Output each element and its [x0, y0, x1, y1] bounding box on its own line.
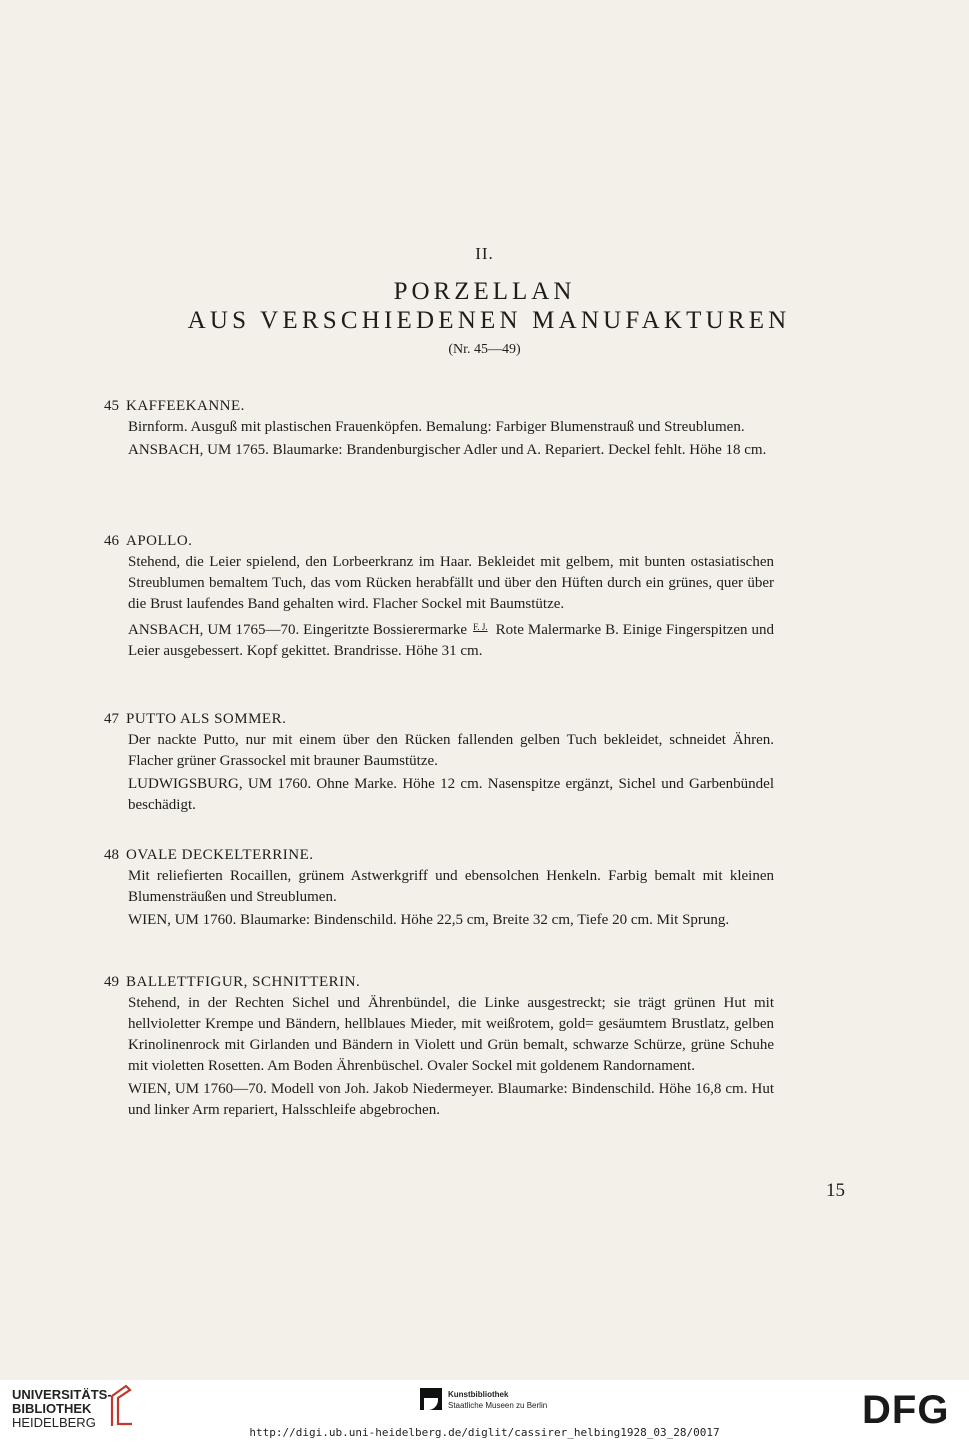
catalog-entry-49 — [104, 972, 774, 1123]
entry-provenance: LUDWIGSBURG, UM 1760. Ohne Marke. Höhe 12 cm. Nasenspitze ergänzt, Sichel und Garbenbündel beschädigt. — [128, 776, 774, 813]
page-number: 15 — [826, 1180, 845, 1201]
university-library-label — [12, 1388, 112, 1430]
dfg-logo: DFG — [862, 1388, 950, 1432]
entry-name: OVALE DECKELTERRINE. — [126, 847, 314, 863]
entry-name: PUTTO ALS SOMMER. — [126, 711, 287, 727]
uni-line1: UNIVERSITÄTS- — [12, 1387, 112, 1402]
entry-provenance: WIEN, UM 1760. Blaumarke: Bindenschild. Höhe 22,5 cm, Breite 32 cm, Tiefe 20 cm. Mit Sprung. — [128, 912, 730, 928]
entry-provenance-part2: Rote Malermarke B. Einige Fingerspitzen und Leier ausgebessert. Kopf gekittet. Brandrisse. Höhe 31 cm. — [128, 622, 774, 659]
section-title-line2-text: AUS VERSCHIEDENEN MANUFAKTUREN — [187, 307, 791, 334]
bossierer-mark: F. J. — [473, 622, 488, 632]
entry-description: Mit reliefierten Rocaillen, grünem Astwerkgriff und ebensolchen Henkeln. Farbig bemalt mit kleinen Blumensträußen und Streublumen. — [128, 868, 774, 905]
digitization-footer — [0, 1380, 969, 1442]
entry-provenance-part1: ANSBACH, UM 1765—70. Eingeritzte Bossierermarke — [128, 622, 468, 638]
number-range: (Nr. 45—49) — [448, 342, 521, 357]
entry-name: KAFFEEKANNE. — [126, 398, 245, 414]
kb-line1: Kunstbibliothek — [448, 1390, 509, 1399]
entry-provenance: ANSBACH, UM 1765. Blaumarke: Brandenburgischer Adler und A. Repariert. Deckel fehlt. Höhe 18 cm. — [128, 442, 767, 458]
kunstbibliothek-logo-icon — [420, 1388, 442, 1410]
catalog-entry-45 — [104, 396, 774, 463]
university-logo-icon — [108, 1384, 134, 1428]
uni-line3: HEIDELBERG — [12, 1415, 96, 1430]
entry-number: 49 — [104, 974, 119, 990]
entry-number: 45 — [104, 398, 119, 414]
entry-description: Stehend, die Leier spielend, den Lorbeerkranz im Haar. Bekleidet mit gelbem, mit bunten ostasiatischen Streublumen bemaltem Tuch, das vom Rücken herabfällt und über den Hüften durch ein grünes, quer über die Brust laufendes Band gehalten wird. Flacher Sockel mit Baumstütze. — [128, 554, 774, 612]
catalog-entry-47 — [104, 709, 774, 818]
kunstbibliothek-label — [448, 1389, 547, 1411]
entry-description: Birnform. Ausguß mit plastischen Frauenköpfen. Bemalung: Farbiger Blumenstrauß und Streublumen. — [128, 419, 745, 435]
entry-name: APOLLO. — [126, 533, 193, 549]
entry-number: 47 — [104, 711, 119, 727]
entry-provenance — [128, 617, 774, 662]
entry-number: 46 — [104, 533, 119, 549]
entry-provenance: WIEN, UM 1760—70. Modell von Joh. Jakob Niedermeyer. Blaumarke: Bindenschild. Höhe 16,8 cm. Hut und linker Arm repariert, Halsschleife abgebrochen. — [128, 1081, 774, 1118]
section-number: II. — [475, 244, 494, 263]
entry-name: BALLETTFIGUR, SCHNITTERIN. — [126, 974, 361, 990]
entry-number: 48 — [104, 847, 119, 863]
catalog-entry-48 — [104, 845, 774, 933]
catalog-entry-46 — [104, 531, 774, 664]
section-title-line1: PORZELLAN — [393, 278, 576, 305]
section-title-line2 — [0, 307, 860, 335]
kb-line2: Staatliche Museen zu Berlin — [448, 1401, 548, 1410]
uni-line2: BIBLIOTHEK — [12, 1401, 92, 1416]
source-url[interactable]: http://digi.ub.uni-heidelberg.de/diglit/cassirer_helbing1928_03_28/0017 — [249, 1426, 720, 1439]
entry-description: Stehend, in der Rechten Sichel und Ährenbündel, die Linke ausgestreckt; sie trägt grünen Hut mit hellvioletter Krempe und Bändern, hellblaues Mieder, mit weißrotem, gold= gesäumtem Brustlatz, gelben Krinolinenrock mit Girlanden und Bändern in Violett und Grün bemalt, schwarze Schürze, grüne Schuhe mit violetten Rosetten. Am Boden Ährenbüschel. Ovaler Sockel mit goldenem Randornament. — [128, 995, 774, 1074]
entry-description: Der nackte Putto, nur mit einem über den Rücken fallenden gelben Tuch bekleidet, schneidet Ähren. Flacher grüner Grassockel mit brauner Baumstütze. — [128, 732, 774, 769]
